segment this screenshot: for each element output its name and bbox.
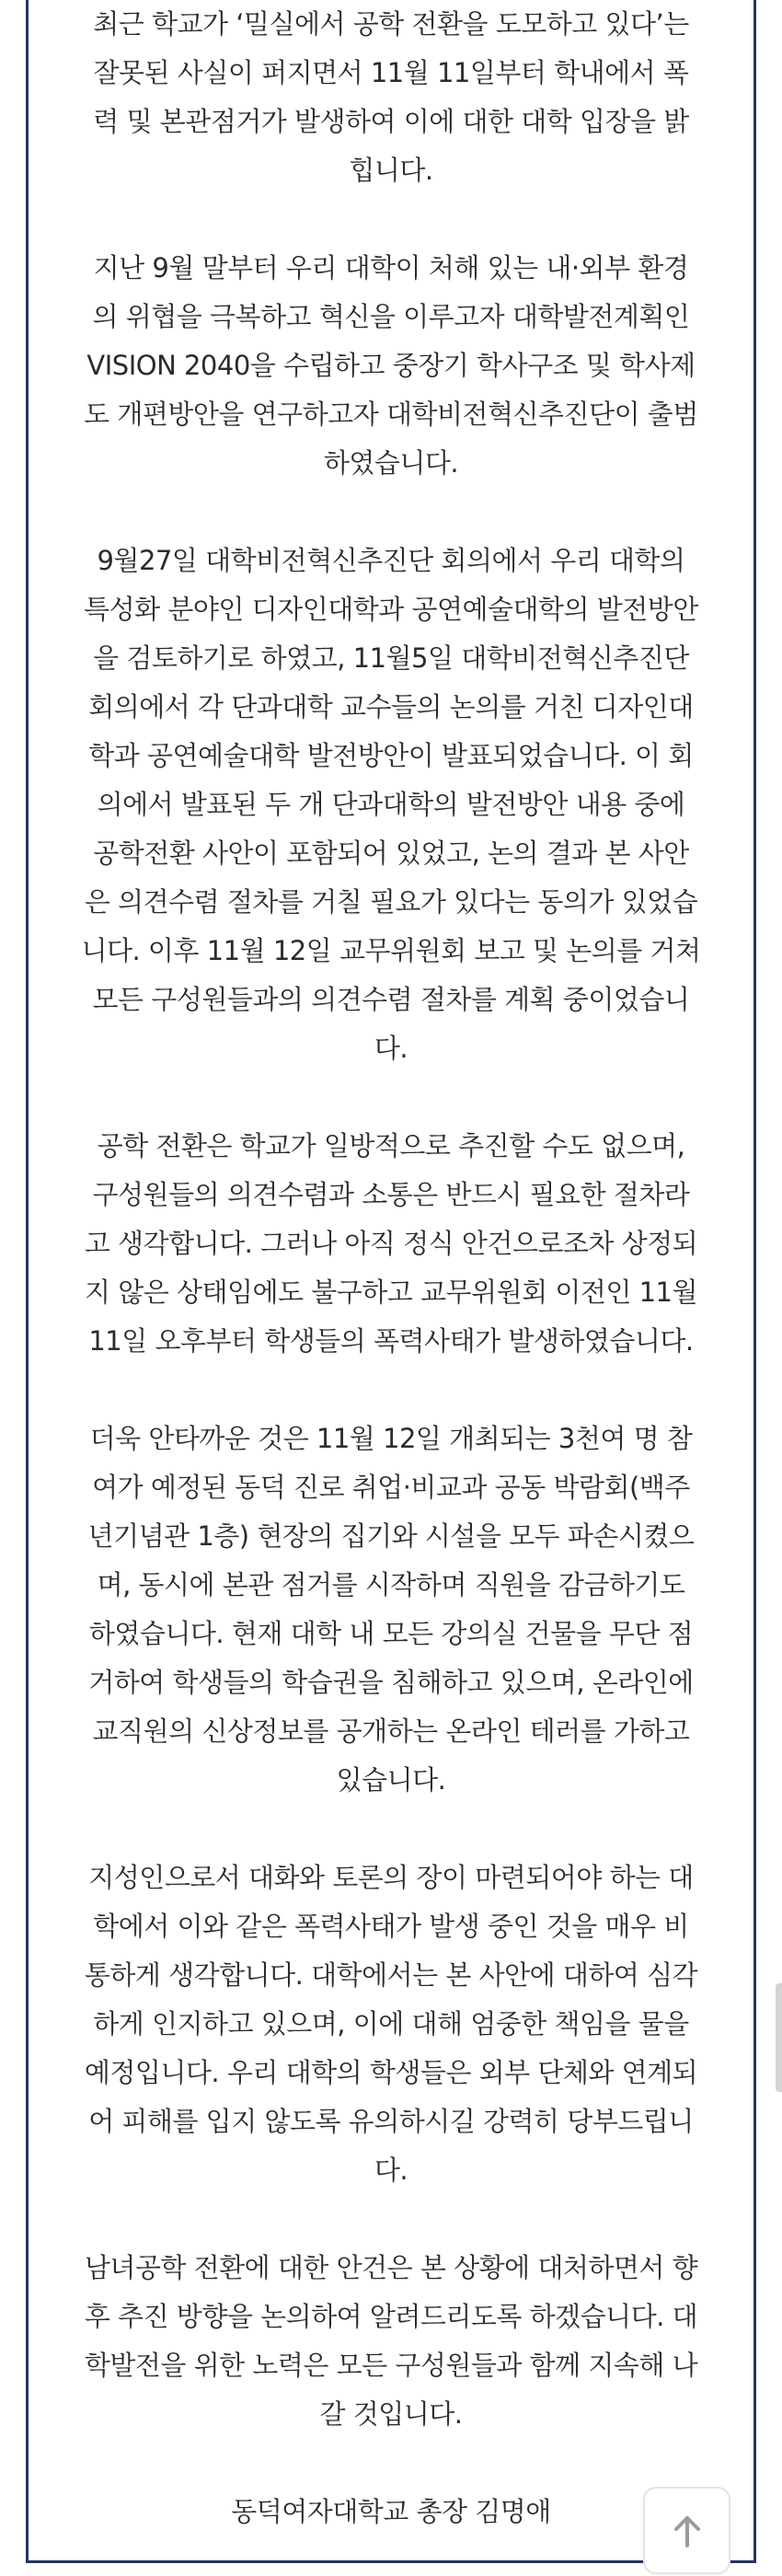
text-line: VISION 2040을 수립하고 중장기 학사구조 및 학사제: [86, 350, 696, 381]
text-line: 모든 구성원들과의 의견수렴 절차를 계획 중이었습니: [92, 984, 690, 1015]
text-line: 지 않은 상태임에도 불구하고 교무위원회 이전인 11월: [84, 1276, 697, 1308]
statement-body: [65, 0, 717, 2536]
signature: 동덕여자대학교 총장 김명애: [231, 2496, 551, 2527]
paragraph-5: [65, 1415, 717, 1805]
text-line: 더욱 안타까운 것은 11월 12일 개최되는 3천여 명 참: [89, 1423, 693, 1454]
text-line: 니다. 이후 11월 12일 교무위원회 보고 및 논의를 거쳐: [81, 935, 701, 966]
text-line: 하였습니다.: [323, 447, 459, 479]
text-line: 회의에서 각 단과대학 교수들의 논의를 거친 디자인대: [88, 691, 694, 722]
text-line: 11일 오후부터 학생들의 폭력사태가 발생하였습니다.: [88, 1325, 694, 1357]
arrow-up-icon: [665, 2509, 709, 2553]
text-line: 잘못된 사실이 퍼지면서 11월 11일부터 학내에서 폭: [93, 57, 689, 88]
text-line: 학에서 이와 같은 폭력사태가 발생 중인 것을 매우 비: [93, 1911, 689, 1942]
text-line: 있습니다.: [336, 1764, 446, 1796]
paragraph-1: [65, 0, 717, 195]
paragraph-3: [65, 537, 717, 1073]
text-line: 갈 것입니다.: [319, 2398, 463, 2430]
text-line: 학발전을 위한 노력은 모든 구성원들과 함께 지속해 나: [84, 2350, 698, 2381]
text-line: 후 추진 방향을 논의하여 알려드리도록 하겠습니다. 대: [84, 2301, 698, 2332]
paragraph-4: [65, 1122, 717, 1366]
text-line: 힙니다.: [349, 155, 433, 186]
text-line: 공학전환 사안이 포함되어 있었고, 논의 결과 본 사안: [93, 837, 689, 869]
text-line: 거하여 학생들의 학습권을 침해하고 있으며, 온라인에: [88, 1667, 694, 1698]
text-line: 지성인으로서 대화와 토론의 장이 마련되어야 하는 대: [88, 1862, 694, 1893]
text-line: 어 피해를 입지 않도록 유의하시길 강력히 당부드립니: [88, 2106, 694, 2137]
text-line: 하였습니다. 현재 대학 내 모든 강의실 건물을 무단 점: [88, 1618, 694, 1649]
text-line: 다.: [374, 1033, 408, 1064]
text-line: 은 의견수렴 절차를 거칠 필요가 있다는 동의가 있었습: [84, 886, 698, 918]
paragraph-2: [65, 244, 717, 488]
text-line: 통하게 생각합니다. 대학에서는 본 사안에 대하여 심각: [84, 1959, 698, 1991]
text-line: 여가 예정된 동덕 진로 취업·비교과 공동 박람회(백주: [92, 1472, 690, 1503]
text-line: 최근 학교가 ‘밀실에서 공학 전환을 도모하고 있다’는: [93, 8, 689, 40]
text-line: 교직원의 신상정보를 공개하는 온라인 테러를 가하고: [92, 1715, 690, 1747]
text-line: 의 위협을 극복하고 혁신을 이루고자 대학발전계획인: [92, 301, 690, 332]
text-line: 력 및 본관점거가 발생하여 이에 대한 대학 입장을 밝: [93, 106, 689, 137]
text-line: 학과 공연예술대학 발전방안이 발표되었습니다. 이 회: [88, 740, 694, 771]
text-line: 예정입니다. 우리 대학의 학생들은 외부 단체와 연계되: [84, 2057, 698, 2088]
paragraph-7: [65, 2244, 717, 2439]
text-line: 공학 전환은 학교가 일방적으로 추진할 수도 없으며,: [97, 1130, 685, 1161]
paragraph-6: [65, 1854, 717, 2195]
text-line: 하게 인지하고 있으며, 이에 대해 엄중한 책임을 물을: [93, 2008, 689, 2039]
text-line: 년기념관 1층) 현장의 집기와 시설을 모두 파손시켰으: [87, 1520, 695, 1552]
scrollbar-thumb[interactable]: [776, 1983, 782, 2092]
text-line: 지난 9월 말부터 우리 대학이 처해 있는 내·외부 환경: [93, 252, 689, 283]
text-line: 구성원들의 의견수렴과 소통은 반드시 필요한 절차라: [92, 1179, 690, 1210]
text-line: 다.: [374, 2154, 408, 2186]
text-line: 남녀공학 전환에 대한 안건은 본 상황에 대처하면서 향: [84, 2252, 698, 2283]
text-line: 특성화 분야인 디자인대학과 공연예술대학의 발전방안: [84, 594, 698, 625]
text-line: 고 생각합니다. 그러나 아직 정식 안건으로조차 상정되: [84, 1228, 698, 1259]
text-line: 9월27일 대학비전혁신추진단 회의에서 우리 대학의: [97, 545, 685, 576]
text-line: 며, 동시에 본관 점거를 시작하며 직원을 감금하기도: [97, 1569, 685, 1600]
text-line: 을 검토하기로 하였고, 11월5일 대학비전혁신추진단: [93, 642, 689, 674]
text-line: 도 개편방안을 연구하고자 대학비전혁신추진단이 출범: [84, 399, 698, 430]
statement-frame: [26, 0, 756, 2563]
scroll-to-top-button[interactable]: [643, 2487, 730, 2574]
text-line: 의에서 발표된 두 개 단과대학의 발전방안 내용 중에: [97, 789, 685, 820]
